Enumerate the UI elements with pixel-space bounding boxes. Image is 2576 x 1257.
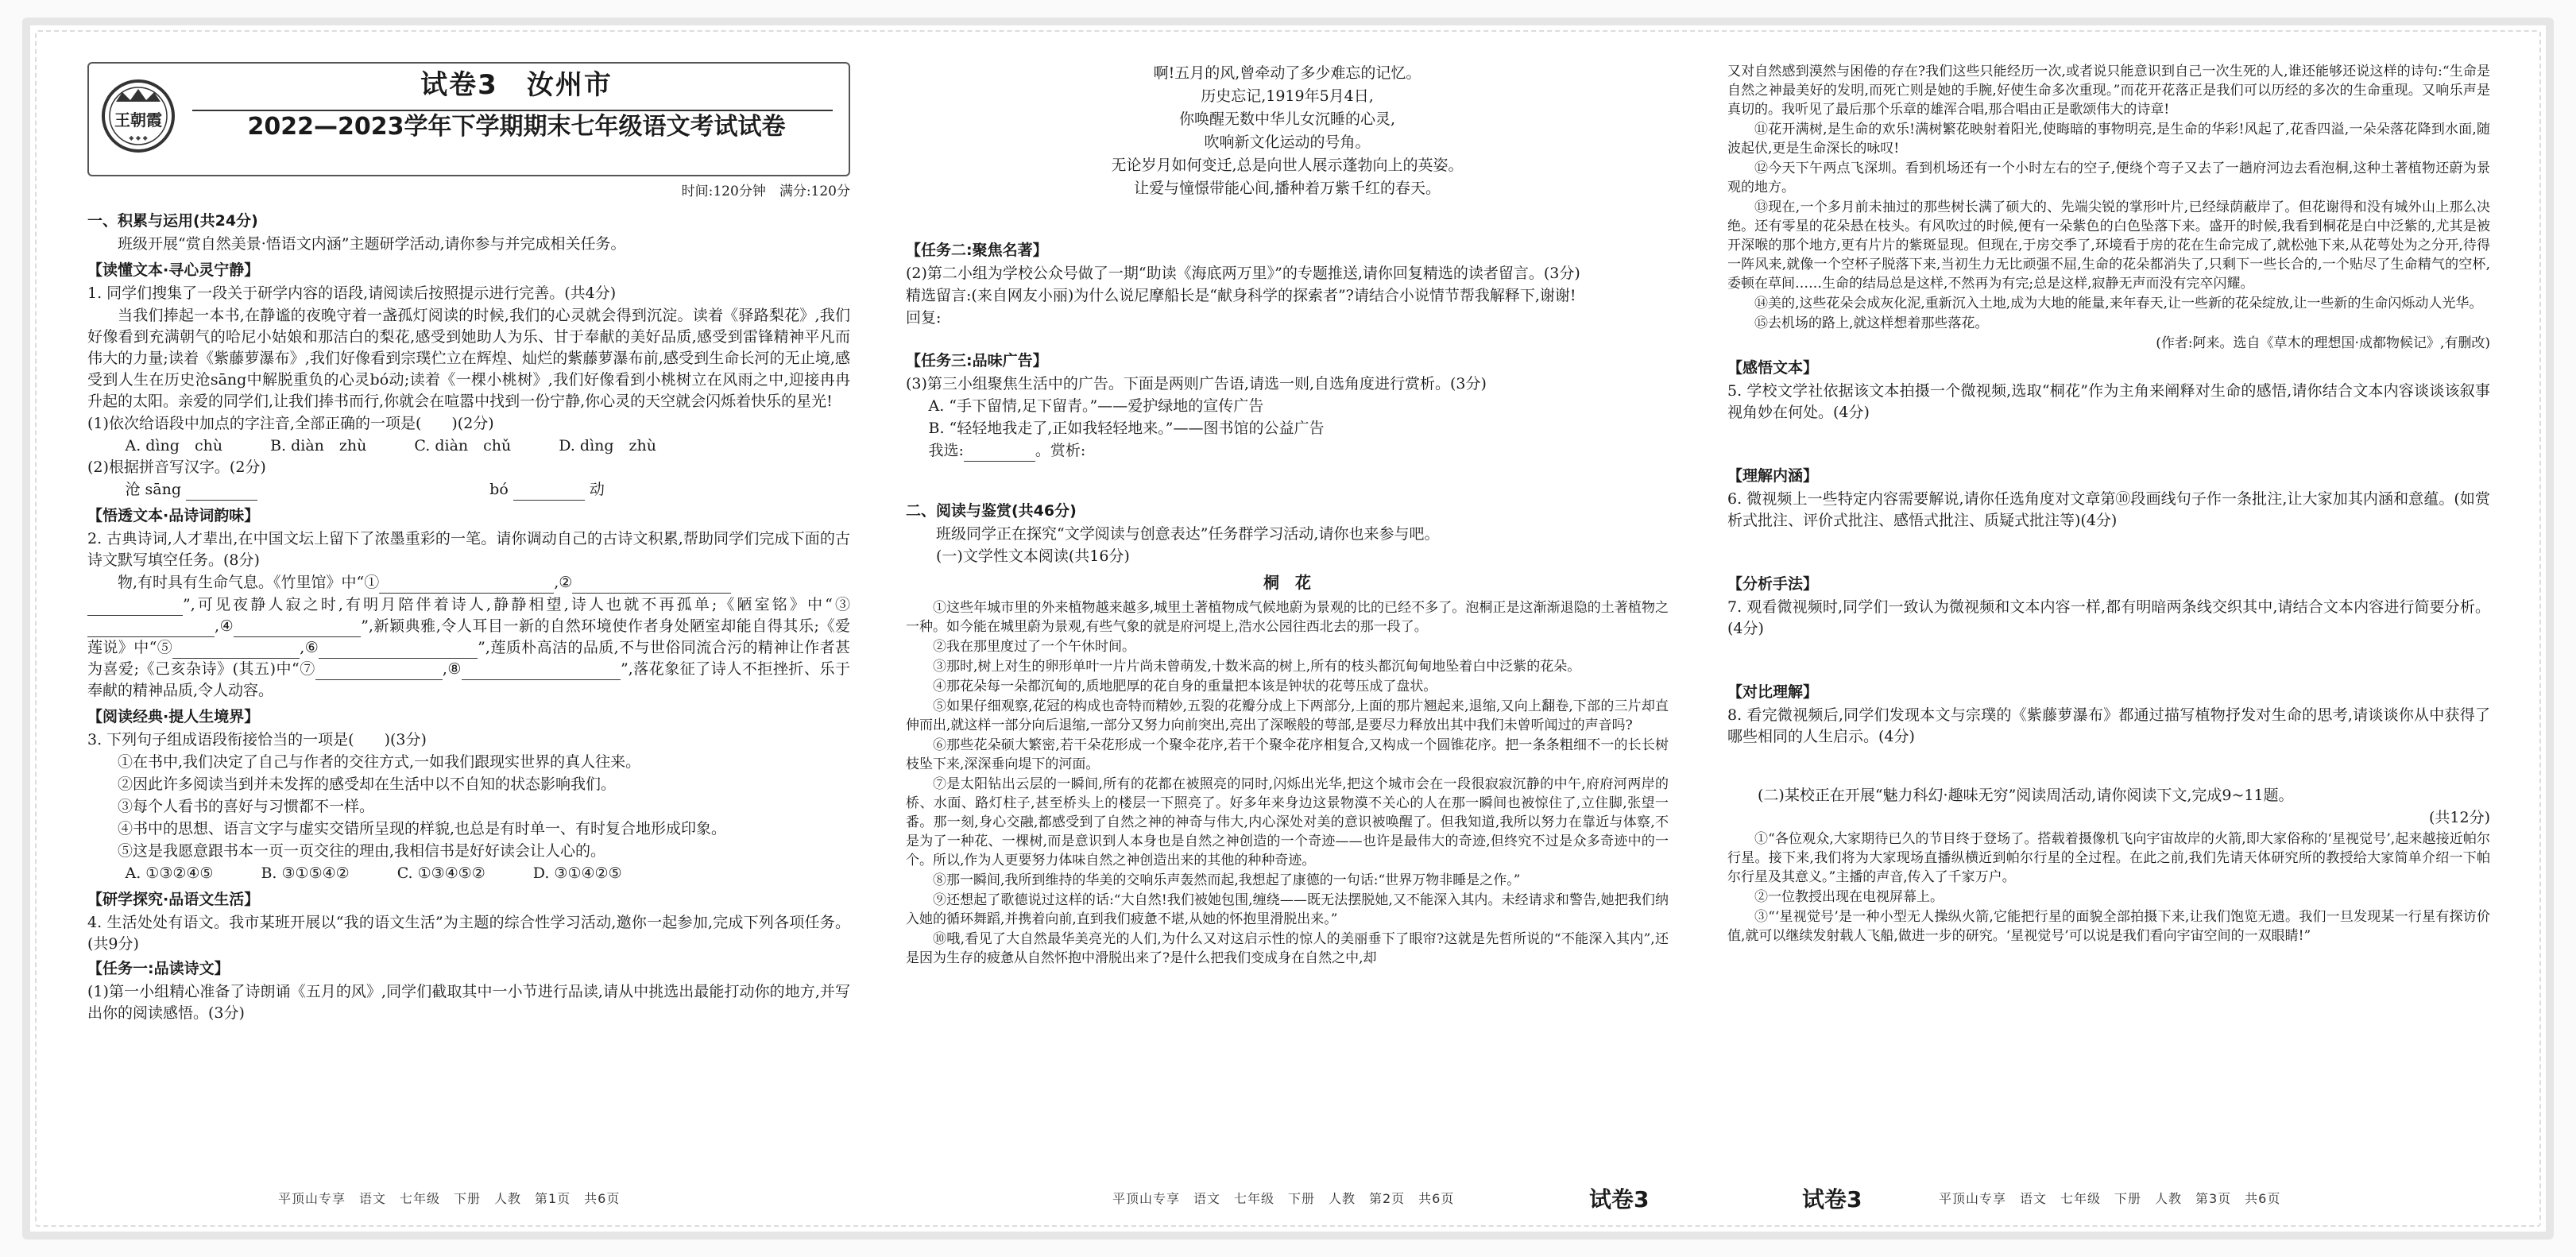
- story-paragraph: ①“各位观众,大家期待已久的节目终于登场了。搭载着摄像机飞向宇宙故岸的火箭,即大家俗称的‘星视觉号’,起来越接近帕尔行星。接下来,我们将为大家现场直播纵横近到帕尔行星的全过程。在此之前,我们先请天体研究所的教授给大家简单介绍一下帕尔行星及其意义。”主播的声音,传入了千家万户。: [1727, 831, 2490, 885]
- task-2-text: (2)第二小组为学校公众号做了一期“助读《海底两万里》”的专题推送,请你回复精选的读者留言。(3分): [906, 265, 1580, 282]
- options-row: [87, 863, 850, 884]
- article-body-cont: [1727, 62, 2490, 333]
- exam-tag: 试卷3: [1589, 1186, 1650, 1213]
- answer-blank[interactable]: [379, 577, 554, 594]
- article-paragraph: ④那花朵每一朵都沉甸的,质地肥厚的花自身的重量把本该是钟状的花萼压成了盘状。: [933, 679, 1437, 694]
- article-paragraph: ⑬现在,一个多月前未抽过的那些树长满了硕大的、先端尖锐的掌形叶片,已经绿荫蔽岸了。但花谢得和没有城外山上那么决绝。还有零星的花朵悬在枝头。有风吹过的时候,便有一朵紫色的白色坠落下来。盛开的时候,我看到桐花是白中泛紫的,尤其是被开深喉的那个地方,更有片片的紫斑显现。但现在,于房交季了,环境看于房的花在生命完成了,就松弛下来,从花萼处为之分开,待得一阵风来,就像一个空杯子脱落下来,当初生力无比顽强不屈,生命的花朵都消失了,只剩下一些长合的,一个贴尽了生命精气的空杯,委顿在草间……生命的结局总是这样,不然再为有完;总是这样,寂静无声而没有完卒闪耀。: [1727, 199, 2490, 292]
- article-paragraph: ①这些年城市里的外来植物越来越多,城里土著植物成气候地蔚为景观的比的已经不多了。泡桐正是这渐渐退隐的土著植物之一种。如今能在城里蔚为景观,有些气象的就是府河堤上,浩水公园往西北去的那一段了。: [906, 600, 1669, 635]
- task-heading: 【任务一:品读诗文】: [87, 960, 230, 977]
- article-paragraph: ⑧那一瞬间,我所到维持的华美的交响乐声轰然而起,我想起了康德的一句话:“世界万物非睡是之作。”: [933, 872, 1521, 888]
- article-paragraph: 又对自然感到漠然与困倦的存在?我们这些只能经历一次,或者说只能意识到自己一次生死的人,谁还能够还说这样的诗句:“生命是自然之神最美好的发明,而死亡则是她的手腕,好使生命多次重现。”而花开花落正是我们可以历经的多次的生命重现。又响乐声是真切的。我听见了最后那个乐章的雄浑合唱,那合唱由正是歌颂伟大的诗章!: [1727, 64, 2490, 118]
- poem-excerpt: [906, 62, 1669, 200]
- task-heading: 【任务二:聚焦名著】: [906, 242, 1048, 259]
- poem-line: 啊!五月的风,曾牵动了多少难忘的记忆。: [1153, 64, 1421, 82]
- module-heading: 【对比理解】: [1727, 683, 1819, 701]
- module-heading: 【研学探究·品语文生活】: [87, 891, 260, 908]
- poem-line: 你唤醒无数中华儿女沉睡的心灵,: [1178, 110, 1396, 128]
- article-title: 桐 花: [1263, 573, 1311, 592]
- answer-blank[interactable]: [234, 621, 361, 637]
- fill-line: ”,可见夜静人寂之时,有明月陪伴着诗人,静静相望,诗人也就不再孤单;《陋室铭》中“③,④ ”,新颖典雅,令人耳目一新的自然环境使作者身处陋室却能自得其乐;《爱莲说》中“⑤ ,⑥ ”,莲质朴高洁的品质,不与世俗同流合污的精神让作者甚为喜爱;《己亥杂诗》(其五)中“⑦ ,⑧ ”,落花象征了诗人不拒挫折、乐于奉献的精神品质,令人动容。: [87, 596, 850, 699]
- option-c[interactable]: C. diàn chǔ: [414, 437, 512, 454]
- task-1-text: (1)第一小组精心准备了诗朗诵《五月的风》,同学们截取其中一小节进行品读,请从中挑选出最能打动你的地方,并写出你的阅读感悟。(3分): [87, 983, 850, 1022]
- list-item: ⑤这是我愿意跟书本一页一页交往的理由,我相信书是好好读会让人心的。: [118, 842, 606, 860]
- question-7: 7. 观看微视频时,同学们一致认为微视频和文本内容一样,都有明暗两条线交织其中,请结合文本内容进行简要分析。(4分): [1727, 598, 2490, 637]
- option-a[interactable]: A. ①③②④⑤: [125, 864, 214, 882]
- subsection-heading: (一)文学性文本阅读(共16分): [936, 547, 1130, 565]
- question-4: 4. 生活处处有语文。我市某班开展以“我的语文生活”为主题的综合性学习活动,邀你一起参加,完成下列各项任务。(共9分): [87, 914, 850, 953]
- answer-blank[interactable]: [572, 577, 731, 594]
- task-3-text: (3)第三小组聚焦生活中的广告。下面是两则广告语,请选一则,自选角度进行赏析。(3分): [906, 375, 1487, 393]
- sentence-list: [87, 752, 850, 862]
- answer-blank[interactable]: [319, 642, 478, 659]
- list-item: ①在书中,我们决定了自己与作者的交往方式,一如我们跟现实世界的真人往来。: [118, 753, 641, 771]
- answer-blank[interactable]: [87, 621, 215, 637]
- question-2: 2. 古典诗词,人才辈出,在中国文坛上留下了浓墨重彩的一笔。请你调动自己的古诗文积累,帮助同学们完成下面的古诗文默写填空任务。(8分): [87, 530, 850, 569]
- exam-subtitle: 2022—2023学年下学期期末七年级语文考试试卷: [247, 113, 786, 141]
- option-d[interactable]: D. ③①④②⑤: [532, 864, 622, 882]
- article-body: [906, 598, 1669, 968]
- article-paragraph: ⑮去机场的路上,就这样想着那些落花。: [1754, 315, 1989, 331]
- answer-blank[interactable]: [172, 642, 300, 659]
- answer-blank[interactable]: [186, 484, 257, 501]
- exam-header: [87, 62, 850, 176]
- section-1-heading: 一、积累与运用(共24分): [87, 212, 258, 230]
- choose-row: 我选: 。赏析:: [906, 440, 1669, 462]
- pinyin-fill-row: [87, 479, 850, 501]
- story-paragraph: ③“‘星视觉号’是一种小型无人操纵火箭,它能把行星的面貌全部拍摄下来,让我们饱览无遗。我们一旦发现某一行星有探访价值,就可以继续发射载人飞船,做进一步的研究。‘星视觉号’可以说是我们看向宇宙空间的一双眼睛!”: [1727, 909, 2490, 944]
- question-3: 3. 下列句子组成语段衔接恰当的一项是( )(3分): [87, 731, 427, 748]
- question-1: 1. 同学们搜集了一段关于研学内容的语段,请阅读后按照提示进行完善。(共4分): [87, 284, 617, 302]
- article-paragraph: ②我在那里度过了一个午休时间。: [933, 639, 1135, 655]
- option-c[interactable]: C. ①③④⑤②: [396, 864, 485, 882]
- poem-line: 吹响新文化运动的号角。: [1204, 133, 1371, 151]
- answer-blank[interactable]: [513, 484, 585, 501]
- module-heading: 【感悟文本】: [1727, 359, 1819, 377]
- pinyin-a: 沧 sāng: [125, 481, 182, 498]
- module-heading: 【分析手法】: [1727, 575, 1819, 593]
- option-b[interactable]: B. diàn zhù: [270, 437, 367, 454]
- answer-blank[interactable]: [87, 599, 183, 616]
- article-paragraph: ③那时,树上对生的卵形单叶一片片尚未曾萌发,十数米高的树上,所有的枝头都沉甸甸地坠着白中泛紫的花朵。: [933, 659, 1581, 675]
- section-2-intro: 班级同学正在探究“文学阅读与创意表达”任务群学习活动,请你也来参与吧。: [936, 525, 1440, 543]
- answer-blank[interactable]: [315, 663, 443, 680]
- ad-b: B. “轻轻地我走了,正如我轻轻地来。”——图书馆的公益广告: [928, 420, 1325, 437]
- column-2: [906, 62, 1669, 1174]
- list-item: ②因此许多阅读当到并未发挥的感受却在生活中以不自知的状态影响我们。: [118, 775, 617, 793]
- question-6: 6. 微视频上一些特定内容需要解说,请你任选角度对文章第⑩段画线句子作一条批注,让大家加其内涵和意蕴。(如赏析式批注、评价式批注、感悟式批注、质疑式批注等)(4分): [1727, 490, 2490, 529]
- svg-text:◆ ◆ ◆: ◆ ◆ ◆: [129, 134, 148, 141]
- exam-title: 试卷3 汝州市: [420, 69, 613, 101]
- question-1-1: (1)依次给语段中加点的字注音,全部正确的一项是( )(2分): [87, 415, 494, 432]
- option-d[interactable]: D. dìng zhù: [559, 437, 657, 454]
- article-paragraph: ⑦是太阳钻出云层的一瞬间,所有的花都在被照亮的同时,闪烁出光华,把这个城市会在一段很寂寂沉静的中午,府府河两岸的桥、水面、路灯柱子,甚至桥头上的楼层一下照亮了。好多年来身边这景物漠不关心的人在那一瞬间也被惊住了,立住脚,张望一番。那一刻,身心交融,都感受到了自然之神的神奇与伟大,内心深处对美的意识被唤醒了。但我知道,我所以努力在靠近与体察,不是为了一种花、一棵树,而是意识到人本身也是自然之神创造的一个奇迹——也许是最伟大的奇迹,但终究不过是众多奇迹中的一个。所以,作为人更要努力体味自然之神创造出来的其他的种种奇迹。: [906, 776, 1669, 868]
- article-paragraph: ⑭美的,这些花朵会成灰化泥,重新沉入土地,成为大地的能量,来年春天,让一些新的花朵绽放,让一些新的生命闪烁动人光华。: [1754, 296, 2483, 311]
- passage-text: 当我们捧起一本书,在静谧的夜晚守着一盏孤灯阅读的时候,我们的心灵就会得到沉淀。读着《驿路梨花》,我们好像看到充满朝气的哈尼小姑娘和那洁白的梨花,感受到她助人为乐、甘于奉献的美好品质,感受到雷锋精神平凡而伟大的力量;读着《紫藤萝瀑布》,我们好像看到宗璞伫立在辉煌、灿烂的紫藤萝瀑布前,感受到生命长河的无止境,感受到人生在历史沧sāng中解脱重负的心灵bó动;读着《一棵小桃树》,我们好像看到小桃树立在风雨之中,迎接冉冉升起的太阳。亲爱的同学们,让我们捧书而行,你就会在喧嚣中找到一份宁静,你心灵的天空就会闪烁着快乐的星光!: [87, 307, 850, 410]
- pinyin-b: bó: [489, 481, 509, 498]
- fill-line: 物,有时具有生命气息。《竹里馆》中“① ,②: [87, 572, 850, 594]
- poem-line: 让爱与憧憬带能心间,播种着万紫千红的春天。: [1133, 180, 1441, 197]
- header-divider: [192, 110, 833, 111]
- story-paragraph: ②一位教授出现在电视屏幕上。: [1754, 889, 1944, 905]
- answer-blank[interactable]: [964, 445, 1035, 462]
- svg-text:王朝霞: 王朝霞: [114, 110, 162, 130]
- question-8: 8. 看完微视频后,同学们发现本文与宗璞的《紫藤萝瀑布》都通过描写植物抒发对生命的思考,请谈谈你从中获得了哪些相同的人生启示。(4分): [1727, 706, 2490, 745]
- page-footer-3: 平顶山专享 语文 七年级 下册 人教 第3页 共6页: [1939, 1191, 2281, 1206]
- task-heading: 【任务三:品味广告】: [906, 352, 1048, 369]
- pinyin-b-tail: 动: [589, 481, 605, 498]
- task-2-message: 精选留言:(来自网友小丽)为什么说尼摩船长是“献身科学的探索者”?请结合小说情节帮我解释下,谢谢!: [906, 287, 1576, 304]
- subsection-heading: (二)某校正在开展“魅力科幻·趣味无穷”阅读周活动,请你阅读下文,完成9~11题。: [1758, 787, 2294, 804]
- story-body: [1727, 830, 2490, 946]
- article-paragraph: ⑫今天下午两点飞深圳。看到机场还有一个小时左右的空子,便绕个弯子又去了一趟府河边去看泡桐,这种土著植物还蔚为景观的地方。: [1727, 161, 2490, 195]
- article-source: (作者:阿来。选自《草木的理想国·成都物候记》,有删改): [2156, 335, 2490, 351]
- answer-blank[interactable]: [462, 663, 621, 680]
- options-row: [87, 435, 850, 457]
- section-1-intro: 班级开展“赏自然美景·悟语文内涵”主题研学活动,请你参与并完成相关任务。: [118, 235, 626, 253]
- question-1-2: (2)根据拼音写汉字。(2分): [87, 458, 266, 476]
- exam-tag: 试卷3: [1802, 1186, 1862, 1213]
- page-footer-1: 平顶山专享 语文 七年级 下册 人教 第1页 共6页: [278, 1191, 621, 1206]
- column-1: [87, 62, 850, 1174]
- seal-logo-icon: [100, 78, 176, 154]
- option-b[interactable]: B. ③①⑤④②: [261, 864, 350, 882]
- article-paragraph: ⑪花开满树,是生命的欢乐!满树繁花映射着阳光,使晦暗的事物明亮,是生命的华彩!风起了,花香四溢,一朵朵落花降到水面,随波起伏,更是生命深长的咏叹!: [1727, 122, 2490, 157]
- article-paragraph: ⑥那些花朵硕大繁密,若干朵花形成一个聚伞花序,若干个聚伞花序相复合,又构成一个圆锥花序。把一条条粗细不一的长长树枝坠下来,深深垂向堤下的河面。: [906, 737, 1669, 772]
- column-3: [1727, 62, 2490, 1174]
- poem-line: 无论岁月如何变迁,总是向世人展示蓬勃向上的英姿。: [1111, 157, 1464, 174]
- list-item: ③每个人看书的喜好与习惯都不一样。: [118, 798, 375, 815]
- section-2-heading: 二、阅读与鉴赏(共46分): [906, 502, 1077, 520]
- module-heading: 【阅读经典·提人生境界】: [87, 708, 260, 725]
- task-2-reply[interactable]: 回复:: [906, 309, 942, 327]
- page-footer-2: 平顶山专享 语文 七年级 下册 人教 第2页 共6页: [1112, 1191, 1455, 1206]
- option-a[interactable]: A. dìng chù: [125, 437, 223, 454]
- module-heading: 【悟透文本·品诗词韵味】: [87, 507, 260, 524]
- question-5: 5. 学校文学社依据该文本拍摄一个微视频,选取“桐花”作为主角来阐释对生命的感悟,请你结合文本内容谈谈该叙事视角妙在何处。(4分): [1727, 382, 2490, 421]
- module-heading: 【读懂文本·寻心灵宁静】: [87, 261, 260, 279]
- module-heading: 【理解内涵】: [1727, 467, 1819, 485]
- article-paragraph: ⑤如果仔细观察,花冠的构成也奇特而精妙,五裂的花瓣分成上下两部分,上面的那片翘起来,退缩,又向上翻卷,下部的三片却直伸而出,就这样一部分向后退缩,一部分又努力向前突出,亮出了深喉般的萼部,是要尽力释放出其中我们未曾听闻过的声音吗?: [906, 698, 1669, 733]
- ad-a: A. “手下留情,足下留青。”——爱护绿地的宣传广告: [928, 397, 1264, 415]
- subsection-score: (共12分): [2428, 809, 2490, 826]
- poem-line: 历史忘记,1919年5月4日,: [1201, 87, 1374, 105]
- article-paragraph: ⑩哦,看见了大自然最华美亮光的人们,为什么又对这启示性的惊人的美丽垂下了眼帘?这就是先哲所说的“不能深入其内”,还是因为生存的疲惫从自然怀抱中滑脱出来了?是什么把我们变成身在自然之中,却: [906, 931, 1669, 966]
- time-info: 时间:120分钟 满分:120分: [681, 184, 850, 199]
- article-paragraph: ⑨还想起了歌德说过这样的话:“大自然!我们被她包围,缠绕——既无法摆脱她,又不能深入其内。未经请求和警告,她把我们纳入她的循环舞蹈,并携着向前,直到我们疲惫不堪,从她的怀抱里滑脱出来。”: [906, 892, 1669, 927]
- list-item: ④书中的思想、语言文字与虚实交错所呈现的样貌,也总是有时单一、有时复合地形成印象。: [118, 820, 727, 837]
